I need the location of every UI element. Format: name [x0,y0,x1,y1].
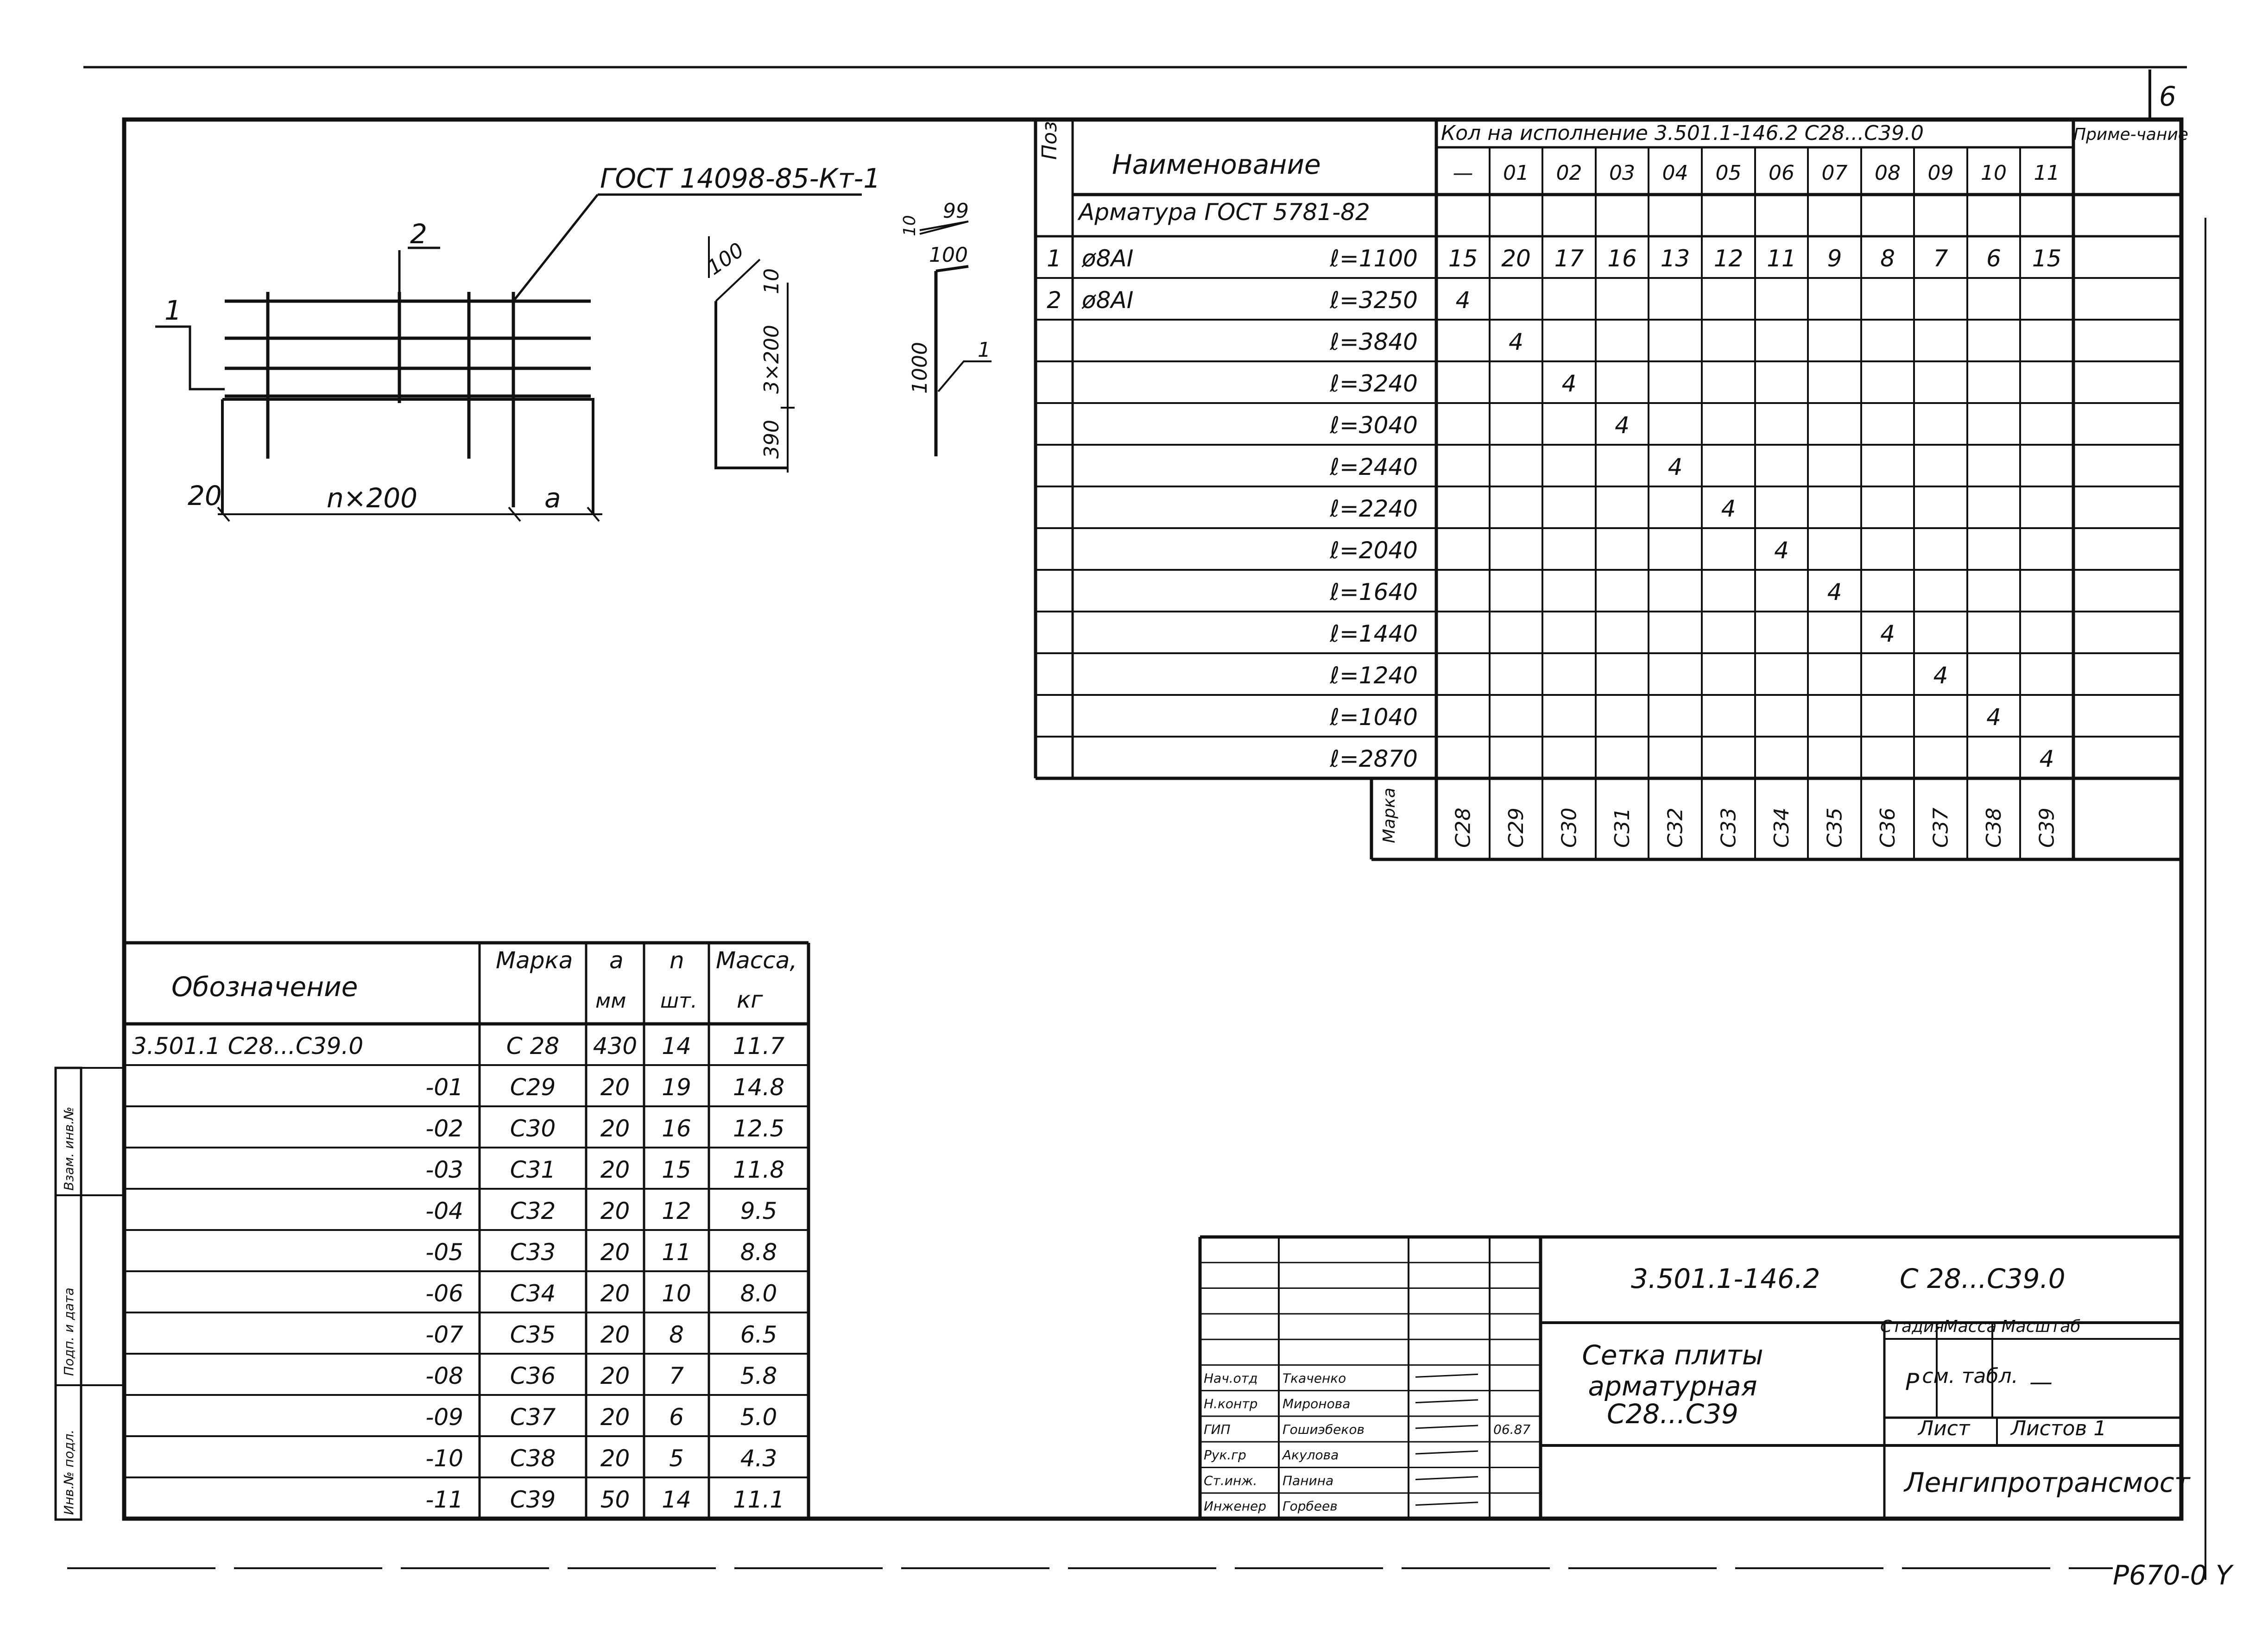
title-person-role: Ст.инж. [1204,1473,1257,1489]
hook-angle-mark [920,221,968,234]
title-sheets-label: Листов 1 [2011,1417,2107,1440]
desig-marka: С37 [510,1404,556,1431]
spec-qty-cell: 4 [1561,370,1577,397]
hook-100: 100 [929,243,968,267]
desig-n: 14 [662,1033,691,1060]
spec-row1-qty: 16 [1607,245,1637,272]
mesh-side-section [703,236,795,473]
spec-row-length: ℓ=1440 [1330,620,1418,647]
spec-row-length: ℓ=2870 [1330,745,1418,772]
spec-mark-label: С31 [1611,808,1634,848]
desig-n: 5 [669,1445,684,1472]
desig-designation: -04 [425,1198,463,1224]
gost-leader [513,195,598,301]
spec-row-name: ø8АI [1082,245,1134,272]
title-person-name: Гошиэбеков [1282,1421,1365,1437]
spec-marka-label: Марка [1380,788,1399,843]
spec-table-grid [1036,120,2181,859]
desig-designation: -07 [425,1321,463,1348]
title-stage-value: Р [1905,1369,1920,1395]
desig-n: 8 [669,1321,684,1348]
desig-mass: 8.8 [740,1239,777,1266]
gost-label: ГОСТ 14098-85-Кт-1 [600,163,881,194]
specification-table [1036,115,2188,859]
spec-qty-cell: 4 [1721,495,1736,522]
spec-qty-cell: 4 [1986,704,2001,731]
title-line-3: С28...С39 [1607,1398,1738,1430]
desig-a: 20 [600,1074,630,1101]
spec-row1-qty: 11 [1767,245,1796,272]
spec-row1-qty: 7 [1933,245,1948,272]
spec-header-pos: Поз. [1038,114,1061,160]
desig-designation: -09 [425,1404,463,1431]
desig-marka: С 28 [506,1033,560,1060]
title-person-name: Панина [1282,1473,1334,1489]
side-dim-3x200: 3×200 [760,325,783,394]
title-stage-header: Стадия [1880,1317,1945,1336]
side-stamp-inv: Инв.№ подл. [61,1429,76,1515]
spec-row1-qty: 15 [1448,245,1478,272]
title-mark-range: С 28...С39.0 [1900,1263,2066,1294]
desig-a: 20 [600,1363,630,1389]
spec-row-pos: 1 [1047,245,1061,272]
title-mass-header: Масса [1943,1317,1997,1336]
desig-a: 430 [593,1033,638,1060]
spec-row-name: ø8АI [1082,287,1134,314]
spec-row-length: ℓ=1240 [1330,662,1418,689]
desig-mass: 6.5 [740,1321,777,1348]
hook-callout: 1 [978,338,991,362]
title-person-signature [1415,1400,1478,1403]
desig-n: 19 [662,1074,691,1101]
spec-qty-cell: 4 [1774,537,1789,564]
desig-n: 11 [662,1239,691,1266]
desig-marka: С29 [510,1074,556,1101]
spec-qty-cell: 4 [1455,287,1471,314]
desig-designation: -06 [425,1280,463,1307]
desig-header-n: n [670,947,684,974]
desig-marka: С33 [510,1239,556,1266]
title-person-role: Рук.гр [1204,1447,1246,1463]
desig-a: 20 [600,1239,630,1266]
desig-designation: -11 [425,1486,463,1513]
side-stamp [56,1068,124,1520]
spec-row-length: ℓ=3240 [1330,370,1418,397]
desig-marka: С32 [510,1198,556,1224]
desig-marka: С30 [510,1115,556,1142]
spec-header-name: Наименование [1112,149,1321,180]
variant-header: 02 [1556,161,1582,185]
title-person-signature [1415,1476,1478,1479]
desig-a: 20 [600,1445,630,1472]
desig-n: 16 [662,1115,691,1142]
side-stamp-replace: Взам. инв.№ [61,1106,76,1191]
desig-mass: 4.3 [740,1445,777,1472]
bar-hook-detail [900,199,992,456]
desig-n: 14 [662,1486,691,1513]
desig-header-designation: Обозначение [171,971,358,1003]
spec-header-qty: Кол на исполнение 3.501.1-146.2 С28...С39.0 [1441,121,1924,145]
desig-mass: 9.5 [740,1198,777,1224]
spec-mark-label: С33 [1717,808,1741,848]
callout-1-label: 1 [164,295,182,326]
spec-row1-qty: 15 [2032,245,2062,272]
title-block [1200,1237,2191,1519]
spec-qty-cell: 4 [1509,328,1523,355]
variant-header: 08 [1875,161,1901,185]
variant-header: 10 [1981,161,2007,185]
spec-section-label: Арматура ГОСТ 5781-82 [1079,199,1370,226]
variant-header: — [1453,161,1473,185]
spec-row-length: ℓ=1100 [1330,245,1418,272]
title-person-name: Акулова [1282,1447,1339,1463]
desig-mass: 12.5 [733,1115,785,1142]
desig-marka: С39 [510,1486,556,1513]
spec-row-length: ℓ=2040 [1330,537,1418,564]
variant-header: 03 [1609,161,1635,185]
callout-2-label: 2 [410,218,427,250]
title-person-signature [1415,1451,1478,1454]
desig-a: 20 [600,1156,630,1183]
desig-n: 15 [662,1156,691,1183]
spec-row1-qty: 12 [1713,245,1744,272]
desig-a: 20 [600,1404,630,1431]
desig-a: 50 [600,1486,630,1513]
desig-designation: -02 [425,1115,463,1142]
title-person-role: Н.контр [1204,1396,1258,1412]
spec-mark-label: С34 [1770,808,1794,848]
desig-designation: -05 [425,1239,463,1266]
title-person-role: ГИП [1204,1421,1231,1437]
desig-header-n-unit: шт. [660,989,697,1013]
title-person-signature [1415,1426,1478,1428]
hook-end [936,266,968,271]
designation-table-grid [124,943,809,1519]
title-person-signature [1415,1502,1478,1505]
spec-row1-qty: 9 [1827,245,1842,272]
spec-qty-cell: 4 [1933,662,1948,689]
spec-mark-label: С30 [1557,808,1581,848]
desig-designation: -08 [425,1363,463,1389]
side-stamp-sign: Подп. и дата [61,1287,76,1376]
spec-qty-cell: 4 [2039,745,2054,772]
desig-header-a-unit: мм [595,989,626,1013]
drawing-frame [124,120,2181,1519]
title-scale-header: Масштаб [2001,1317,2081,1336]
desig-marka: С36 [510,1363,556,1389]
desig-a: 20 [600,1321,630,1348]
bottom-code: Р670-0 Y [2113,1559,2232,1591]
title-person-role: Нач.отд [1204,1370,1258,1386]
variant-header: 04 [1662,161,1688,185]
variant-header: 01 [1503,161,1529,185]
spec-row-length: ℓ=3840 [1330,328,1418,355]
dim-a: a [544,482,561,514]
title-person-name: Горбеев [1282,1498,1338,1514]
variant-header: 05 [1715,161,1742,185]
title-sheet-label: Лист [1918,1417,1970,1440]
desig-designation: -03 [425,1156,463,1183]
desig-header-mass-unit: кг [737,986,763,1013]
desig-designation: 3.501.1 С28...С39.0 [132,1033,364,1060]
spec-table-cells [1047,161,2061,848]
desig-mass: 11.7 [733,1033,785,1060]
title-scale-value: — [2029,1369,2053,1395]
spec-mark-label: С37 [1929,808,1953,848]
spec-qty-cell: 4 [1615,412,1630,439]
desig-n: 7 [669,1363,684,1389]
spec-row-length: ℓ=2440 [1330,454,1418,480]
spec-mark-label: С38 [1982,808,2006,848]
hook-callout-leader [938,361,992,391]
desig-mass: 14.8 [733,1074,785,1101]
desig-header-a: a [609,947,624,974]
desig-n: 12 [662,1198,691,1224]
title-mass-value: см. табл. [1922,1364,2018,1388]
desig-mass: 11.1 [733,1486,785,1513]
title-person-name: Миронова [1282,1396,1351,1412]
designation-table [124,943,809,1519]
title-person-signature [1415,1374,1478,1377]
desig-marka: С34 [510,1280,556,1307]
dim-nx200: n×200 [327,482,418,514]
variant-header: 07 [1821,161,1848,185]
side-dim-10: 10 [760,268,783,294]
title-line-2: арматурная [1588,1370,1757,1402]
title-person-date: 06.87 [1493,1421,1531,1437]
desig-header-mass: Масса, [716,947,797,974]
title-person-role: Инженер [1204,1498,1267,1514]
title-person-name: Ткаченко [1282,1370,1346,1386]
spec-row-pos: 2 [1047,287,1061,314]
title-organization: Ленгипротрансмост [1904,1467,2190,1498]
hook-99: 99 [943,199,969,223]
desig-n: 10 [662,1280,691,1307]
spec-mark-label: С29 [1504,808,1528,848]
spec-qty-cell: 4 [1668,454,1683,480]
desig-mass: 5.0 [740,1404,777,1431]
side-dim-390: 390 [760,420,783,459]
spec-header-note: Приме-чание [2073,125,2189,144]
desig-marka: С38 [510,1445,556,1472]
callout-1-leader [155,327,225,389]
variant-header: 06 [1769,161,1794,185]
spec-mark-label: С35 [1823,808,1847,848]
desig-n: 6 [669,1404,684,1431]
spec-qty-cell: 4 [1880,620,1895,647]
spec-row1-qty: 13 [1660,245,1690,272]
spec-qty-cell: 4 [1827,579,1842,606]
desig-a: 20 [600,1280,630,1307]
desig-header-marka: Марка [496,947,573,974]
designation-table-rows [132,1033,784,1513]
spec-mark-label: С28 [1451,808,1475,848]
spec-row-length: ℓ=3040 [1330,412,1418,439]
desig-a: 20 [600,1198,630,1224]
spec-row1-qty: 20 [1501,245,1531,272]
variant-header: 09 [1927,161,1954,185]
hook-10: 10 [900,215,919,236]
spec-row1-qty: 6 [1986,245,2001,272]
desig-marka: С35 [510,1321,556,1348]
desig-mass: 5.8 [740,1363,777,1389]
variant-header: 11 [2034,161,2060,185]
title-code: 3.501.1-146.2 [1631,1263,1820,1294]
spec-row-length: ℓ=1040 [1330,704,1418,731]
title-line-1: Сетка плиты [1582,1339,1763,1371]
desig-marka: С31 [510,1156,556,1183]
spec-mark-label: С32 [1663,808,1687,848]
spec-row-length: ℓ=3250 [1330,287,1418,314]
spec-row-length: ℓ=2240 [1330,495,1418,522]
spec-row1-qty: 17 [1554,245,1584,272]
spec-mark-label: С36 [1876,808,1900,848]
sheet-number: 6 [2159,81,2176,112]
desig-designation: -01 [425,1074,463,1101]
desig-designation: -10 [425,1445,463,1472]
spec-mark-label: С39 [2035,808,2059,848]
spec-row-length: ℓ=1640 [1330,579,1418,606]
dim-20: 20 [188,480,222,511]
desig-a: 20 [600,1115,630,1142]
spec-row1-qty: 8 [1880,245,1895,272]
hook-1000: 1000 [908,342,932,394]
desig-mass: 11.8 [733,1156,785,1183]
side-dim-100: 100 [703,238,749,280]
desig-mass: 8.0 [740,1280,777,1307]
